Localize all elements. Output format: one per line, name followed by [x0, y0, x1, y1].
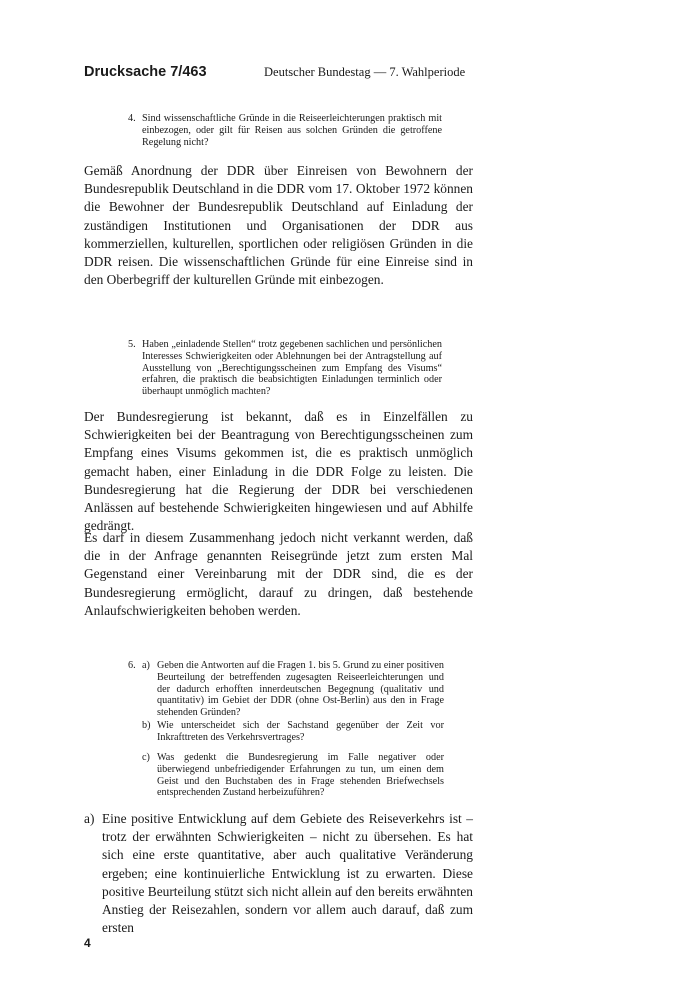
question-number: 6. [128, 660, 136, 671]
answer-5-paragraph-1: Der Bundesregierung ist bekannt, daß es in Einzelfällen zu Schwierigkeiten bei der Beantragung von Berechtigungsscheinen zum Empfang eines Visums gekommen ist, die es praktisch unmöglich gemacht haben, einer Einladung in die DDR Folge zu leisten. Die Bundesregierung hat die Regierung der DDR bei verschiedenen Anlässen auf bestehende Schwierigkeiten hingewiesen und auf Abhilfe gedrängt. [84, 409, 473, 534]
answer-text: Eine positive Entwicklung auf dem Gebiete des Reiseverkehrs ist – trotz der erwähnten Schwierigkeiten – nicht zu übersehen. Es hat sich eine erste quantitative, aber auch qualitative Veränderung ergeben; eine kontinuierliche Entwicklung ist zu erwarten. Diese positive Beurteilung stützt sich nicht allein auf den bereits erwähnten Anstieg der Reisezahlen, sondern vor allem auch darauf, daß zum ersten [102, 811, 473, 936]
sub-letter: a) [84, 811, 95, 826]
sub-text: Geben die Antworten auf die Fragen 1. bis 5. Grund zu einer positiven Beurteilung der betreffenden zugesagten Reiseerleichterungen und der dadurch erhofften innerdeutschen Begegnung (qualitativ und quantitativ) im Gebiet der DDR (ohne Ost-Berlin) aus den in Frage stehenden Gründen? [157, 660, 444, 719]
question-number: 4. [128, 113, 136, 124]
question-text: Haben „einladende Stellen“ trotz gegebenen sachlichen und persönlichen Interesses Schwierigkeiten oder Ablehnungen bei der Antragstellung auf Ausstellung von „Berechtigungsscheinen zum Empfang des Visums“ erfahren, die praktisch die beabsichtigten Einladungen terminlich oder überhaupt unmöglich machten? [142, 339, 442, 398]
answer-5-paragraph-2: Es darf in diesem Zusammenhang jedoch nicht verkannt werden, daß die in der Anfrage genannten Reisegründe jetzt zum ersten Mal Gegenstand einer Vereinbarung mit der DDR sind, die es der Bundesregierung ermöglicht, darauf zu dringen, daß bestehende Anlaufschwierigkeiten behoben werden. [84, 530, 473, 618]
question-text: Sind wissenschaftliche Gründe in die Reiseerleichterungen praktisch mit einbezogen, oder gilt für Reisen aus solchen Gründen die getroffene Regelung nicht? [142, 113, 442, 148]
page-number: 4 [84, 936, 91, 950]
publisher-line: Deutscher Bundestag — 7. Wahlperiode [264, 65, 466, 79]
answer-4: Gemäß Anordnung der DDR über Einreisen von Bewohnern der Bundesrepublik Deutschland in die DDR vom 17. Oktober 1972 können die Bewohner der Bundesrepublik Deutschland auf Einladung der zuständigen Institutionen und Organisationen der DDR aus kommerziellen, kulturellen, sportlichen oder religiösen Gründen in die DDR reisen. Die wissenschaftlichen Gründe für eine Einreise sind in den Oberbegriff der kulturellen Gründe mit einbezogen. [84, 163, 473, 288]
sub-letter: b) [142, 720, 151, 731]
page-header [84, 64, 504, 84]
document-number: Drucksache 7/463 [84, 64, 207, 80]
sub-text: Wie unterscheidet sich der Sachstand gegenüber der Zeit vor Inkrafttreten des Verkehrsvertrages? [157, 720, 444, 743]
sub-letter: a) [142, 660, 150, 671]
sub-letter: c) [142, 752, 150, 763]
question-number: 5. [128, 339, 136, 350]
sub-text: Was gedenkt die Bundesregierung im Falle negativer oder überwiegend unbefriedigender Erfahrungen zu tun, um einen dem Geist und den Buchstaben des in Frage stehenden Briefwechsels entsprechenden Zustand herbeizuführen? [157, 752, 444, 799]
